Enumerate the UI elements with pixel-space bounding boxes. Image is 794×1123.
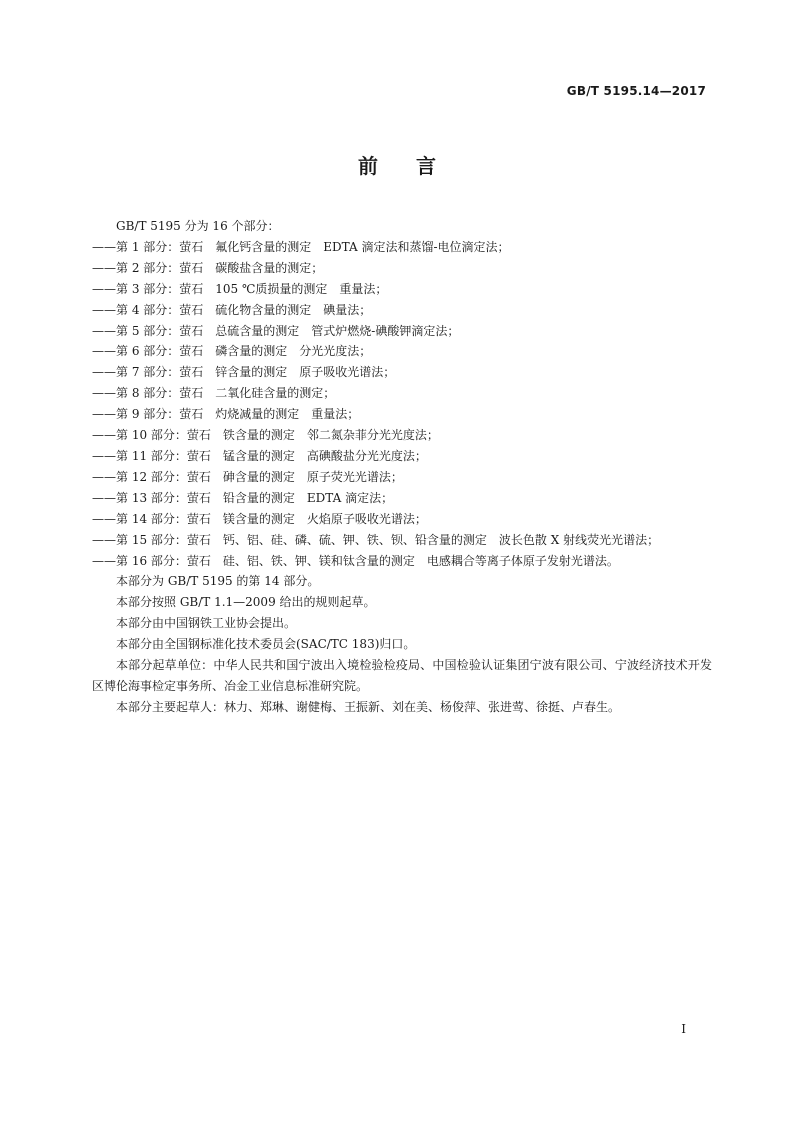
part-item bbox=[92, 237, 712, 258]
part-method: 电感耦合等离子体原子发射光谱法。 bbox=[426, 553, 619, 568]
part-label: 第 5 部分：萤石 bbox=[116, 323, 204, 338]
dash: —— bbox=[92, 281, 116, 296]
part-label: 第 7 部分：萤石 bbox=[116, 365, 204, 380]
part-item bbox=[92, 341, 712, 362]
dash: —— bbox=[92, 302, 116, 317]
part-item-name: 硫化物含量的测定 bbox=[215, 302, 312, 317]
part-item bbox=[92, 551, 712, 572]
part-label: 第 14 部分：萤石 bbox=[116, 511, 211, 526]
part-label: 第 6 部分：萤石 bbox=[116, 344, 204, 359]
paragraph-drafting-rules: 本部分按照 GB/T 1.1—2009 给出的规则起草。 bbox=[116, 595, 376, 610]
part-method: 碘量法； bbox=[323, 302, 372, 317]
part-item bbox=[92, 509, 712, 530]
part-item-name: 砷含量的测定 bbox=[222, 469, 295, 484]
part-method: 火焰原子吸收光谱法； bbox=[306, 511, 427, 526]
part-item bbox=[92, 279, 712, 300]
part-method: 原子吸收光谱法； bbox=[299, 365, 396, 380]
part-item bbox=[92, 404, 712, 425]
part-item bbox=[92, 488, 712, 509]
part-item-name: 磷含量的测定 bbox=[215, 344, 288, 359]
part-item-name: 锌含量的测定 bbox=[215, 365, 288, 380]
part-method: EDTA 滴定法； bbox=[306, 490, 394, 505]
part-label: 第 2 部分：萤石 bbox=[116, 260, 204, 275]
dash: —— bbox=[92, 490, 116, 505]
part-method: 重量法； bbox=[339, 281, 388, 296]
part-method: 波长色散 X 射线荧光光谱法； bbox=[498, 532, 660, 547]
part-item-name: 二氧化硅含量的测定； bbox=[215, 386, 336, 401]
part-method: 高碘酸盐分光光度法； bbox=[306, 448, 427, 463]
part-method: 重量法； bbox=[311, 407, 360, 422]
part-item-name: 总硫含量的测定 bbox=[215, 323, 300, 338]
part-method: EDTA 滴定法和蒸馏-电位滴定法； bbox=[323, 239, 510, 254]
dash: —— bbox=[92, 469, 116, 484]
dash: —— bbox=[92, 532, 116, 547]
part-item-name: 105 ℃质损量的测定 bbox=[215, 281, 328, 296]
part-label: 第 13 部分：萤石 bbox=[116, 490, 211, 505]
paragraph-proposer: 本部分由中国钢铁工业协会提出。 bbox=[116, 616, 297, 631]
part-item bbox=[92, 530, 712, 551]
paragraph-drafting-units: 本部分起草单位：中华人民共和国宁波出入境检验检疫局、中国检验认证集团宁波有限公司、宁波经济技术开发区博伦海事检定事务所、冶金工业信息标准研究院。 bbox=[92, 658, 712, 693]
page-title: 前言 bbox=[358, 154, 474, 178]
part-label: 第 11 部分：萤石 bbox=[116, 448, 211, 463]
dash: —— bbox=[92, 386, 116, 401]
dash: —— bbox=[92, 448, 116, 463]
dash: —— bbox=[92, 344, 116, 359]
part-item-name: 铅含量的测定 bbox=[222, 490, 295, 505]
dash: —— bbox=[92, 511, 116, 526]
page-number: I bbox=[681, 1022, 686, 1036]
dash: —— bbox=[92, 553, 116, 568]
part-method: 邻二氮杂菲分光光度法； bbox=[306, 428, 439, 443]
part-item-name: 灼烧减量的测定 bbox=[215, 407, 300, 422]
part-label: 第 4 部分：萤石 bbox=[116, 302, 204, 317]
dash: —— bbox=[92, 428, 116, 443]
part-item bbox=[92, 467, 712, 488]
part-label: 第 16 部分：萤石 bbox=[116, 553, 211, 568]
part-item-name: 锰含量的测定 bbox=[222, 448, 295, 463]
part-method: 分光光度法； bbox=[299, 344, 372, 359]
part-item bbox=[92, 300, 712, 321]
dash: —— bbox=[92, 407, 116, 422]
part-label: 第 12 部分：萤石 bbox=[116, 469, 211, 484]
document-body bbox=[92, 216, 712, 718]
part-label: 第 1 部分：萤石 bbox=[116, 239, 204, 254]
part-label: 第 10 部分：萤石 bbox=[116, 428, 211, 443]
part-item bbox=[92, 362, 712, 383]
part-item bbox=[92, 258, 712, 279]
part-label: 第 15 部分：萤石 bbox=[116, 532, 211, 547]
part-label: 第 8 部分：萤石 bbox=[116, 386, 204, 401]
part-item-name: 碳酸盐含量的测定； bbox=[215, 260, 324, 275]
part-label: 第 9 部分：萤石 bbox=[116, 407, 204, 422]
dash: —— bbox=[92, 323, 116, 338]
part-item bbox=[92, 446, 712, 467]
paragraph-committee: 本部分由全国钢标准化技术委员会(SAC/TC 183)归口。 bbox=[116, 637, 416, 652]
intro-line: GB/T 5195 分为 16 个部分： bbox=[116, 219, 280, 233]
part-label: 第 3 部分：萤石 bbox=[116, 281, 204, 296]
part-item-name: 镁含量的测定 bbox=[222, 511, 295, 526]
part-item-name: 硅、铝、铁、钾、镁和钛含量的测定 bbox=[222, 553, 415, 568]
part-item bbox=[92, 383, 712, 404]
part-method: 原子荧光光谱法； bbox=[306, 469, 403, 484]
dash: —— bbox=[92, 260, 116, 275]
part-method: 管式炉燃烧-碘酸钾滴定法； bbox=[311, 323, 460, 338]
paragraph-part-number: 本部分为 GB/T 5195 的第 14 部分。 bbox=[116, 574, 320, 589]
part-item-name: 钙、铝、硅、磷、硫、钾、铁、钡、铅含量的测定 bbox=[222, 532, 487, 547]
paragraph-drafters: 本部分主要起草人：林力、郑琳、谢健梅、王振新、刘在美、杨俊萍、张进莺、徐挺、卢春生。 bbox=[116, 699, 621, 714]
dash: —— bbox=[92, 365, 116, 380]
part-item bbox=[92, 321, 712, 342]
part-item-name: 铁含量的测定 bbox=[222, 428, 295, 443]
dash: —— bbox=[92, 239, 116, 254]
part-item bbox=[92, 425, 712, 446]
parts-list bbox=[92, 237, 712, 572]
part-item-name: 氟化钙含量的测定 bbox=[215, 239, 312, 254]
standard-code: GB/T 5195.14—2017 bbox=[566, 84, 706, 98]
